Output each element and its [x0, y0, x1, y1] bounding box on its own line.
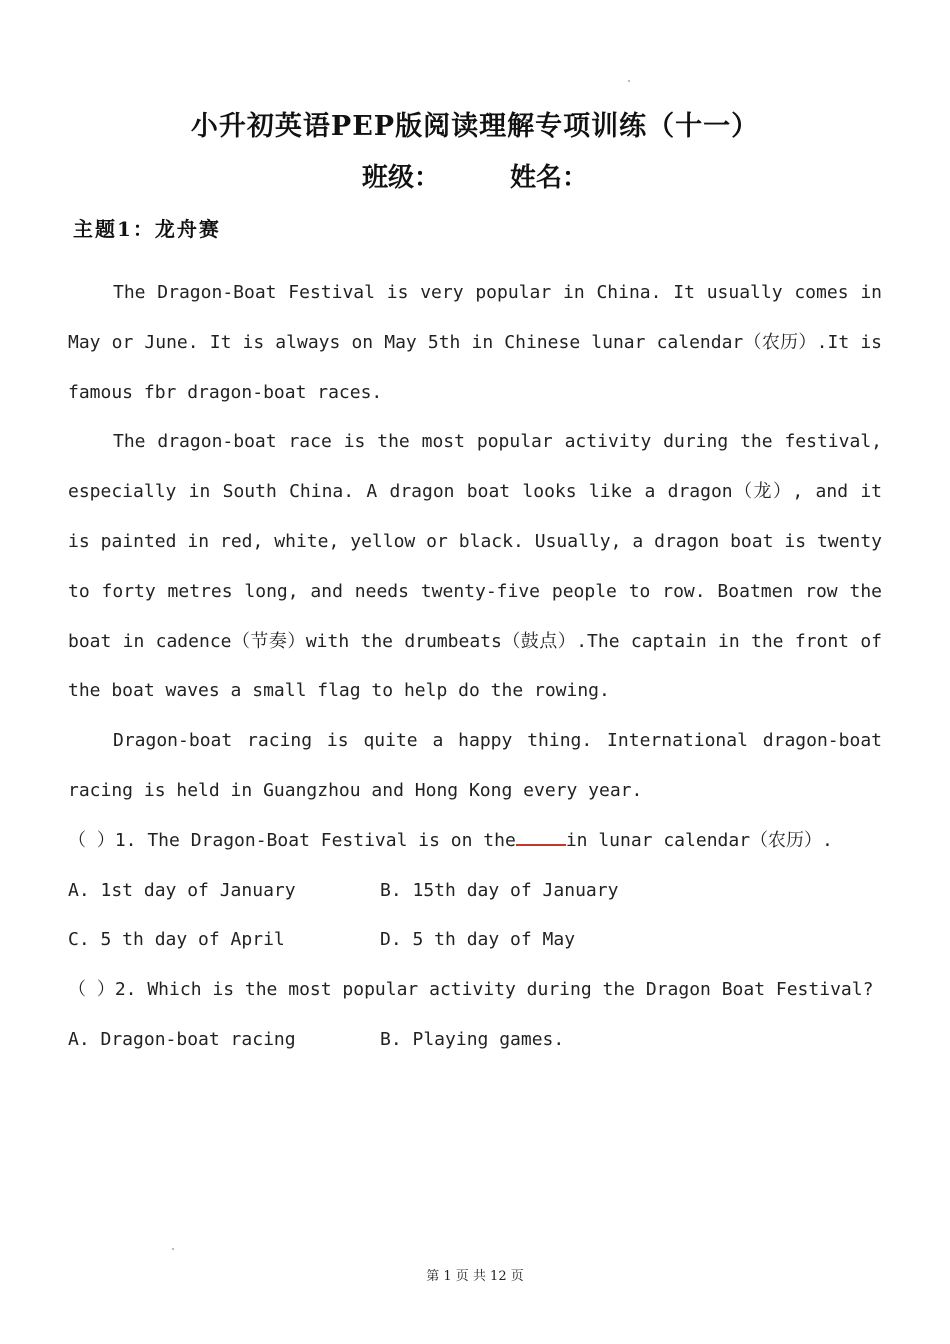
passage-paragraph: The Dragon-Boat Festival is very popular in China. It usually comes in May or June. It is always on May 5th in Chinese lunar calendar（农历）.It is famous fbr dragon-boat races. [68, 282, 882, 403]
option-a: A. Dragon-boat racing [68, 1028, 296, 1050]
question-1-options-row [68, 915, 882, 965]
passage-paragraph: The dragon-boat race is the most popular activity during the festival, especially in South China. A dragon boat looks like a dragon（龙）, and it is painted in red, white, yellow or black. Usually, a dragon boat is twenty to forty metres long, and needs twenty-five people to row. Boatmen row the boat in cadence（节奏）with the drumbeats（鼓点）.The captain in the front of the boat waves a small flag to help do the rowing. [68, 431, 882, 702]
option-b: B. Playing games. [380, 1028, 565, 1050]
passage-paragraph: Dragon-boat racing is quite a happy thing. International dragon-boat racing is held in Guangzhou and Hong Kong every year. [68, 730, 882, 801]
question-2 [68, 965, 882, 1015]
option-b: B. 15th day of January [380, 879, 619, 901]
question-1-stem-end: in lunar calendar（农历）. [565, 829, 833, 851]
page-number-footer: 第 1 页 共 12 页 [426, 1269, 524, 1284]
scan-speck [172, 1248, 174, 1250]
student-info-line [0, 157, 950, 194]
scan-speck [628, 80, 630, 82]
question-2-options-row [68, 1015, 882, 1065]
topic-heading: 主题1：龙舟赛 [73, 217, 221, 241]
question-1 [68, 816, 882, 866]
name-label: 姓名： [510, 163, 589, 193]
answer-blank[interactable] [516, 826, 566, 846]
option-c: C. 5 th day of April [68, 929, 285, 951]
question-1-options-row [68, 866, 882, 916]
option-a: A. 1st day of January [68, 879, 296, 901]
option-d: D. 5 th day of May [380, 929, 576, 951]
page-title: 小升初英语PEP版阅读理解专项训练（十一） [190, 111, 760, 142]
question-2-stem: （ ）2. Which is the most popular activity during the Dragon Boat Festival? [68, 979, 874, 1001]
question-1-stem: （ ）1. The Dragon-Boat Festival is on the [68, 829, 516, 851]
reading-passage [68, 268, 882, 1065]
class-label: 班级： [361, 163, 440, 193]
